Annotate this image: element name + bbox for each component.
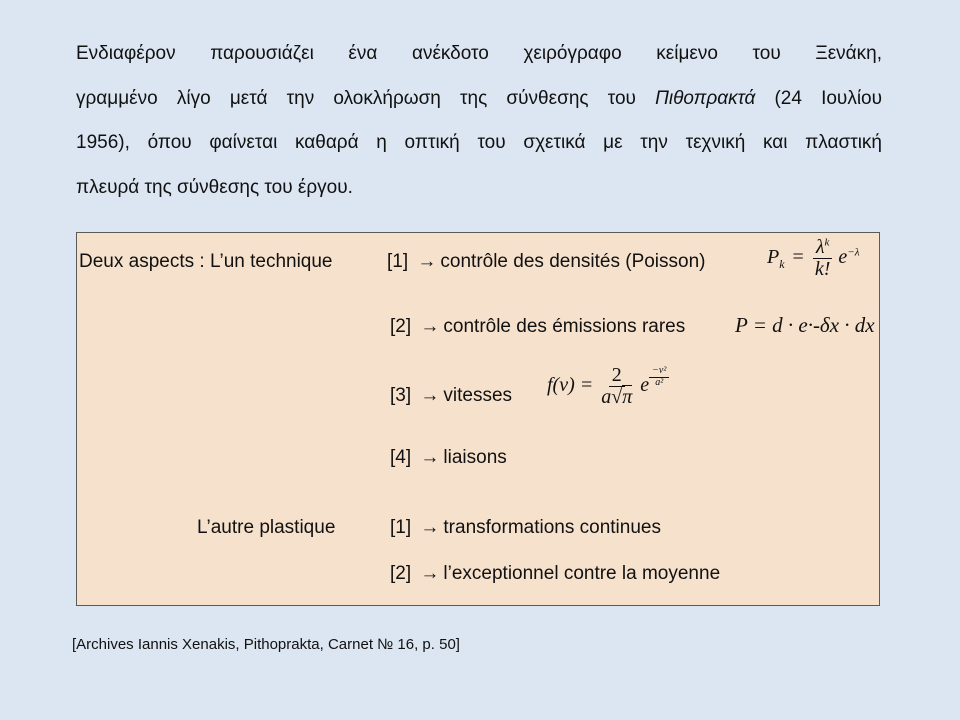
item-number: [4] — [390, 447, 412, 468]
item-number: [1] — [387, 251, 409, 272]
technique-item-3 — [390, 385, 512, 407]
intro-line-2 — [76, 77, 882, 122]
intro-line-1: Ενδιαφέρον παρουσιάζει ένα ανέκδοτο χειρόγραφο κείμενο του Ξενάκη, — [76, 43, 882, 64]
item-text: vitesses — [443, 385, 513, 406]
emission-formula: P = d · e·-δx · dx — [735, 313, 875, 337]
arrow-icon: → — [420, 385, 440, 406]
item-number: [2] — [390, 563, 412, 584]
heading-technique: Deux aspects : L’un technique — [79, 251, 333, 272]
item-number: [1] — [390, 517, 412, 538]
poisson-fraction: $\frac{\lambda^k}{k!}$ — [812, 237, 834, 280]
arrow-icon: → — [420, 563, 440, 584]
source-caption: [Archives Iannis Xenakis, Pithoprakta, Carnet № 16, p. 50] — [72, 636, 460, 653]
item-number: [2] — [390, 316, 412, 337]
item-text: contrôle des émissions rares — [443, 316, 686, 337]
plastique-item-1 — [390, 517, 661, 539]
arrow-icon: → — [417, 251, 437, 272]
intro-line-4: πλευρά της σύνθεσης του έργου. — [76, 176, 353, 198]
velocity-formula: f(v) = $\frac{2}{a√\pi}$ e $\frac{\text{−v²}}{\text{a²}}$ — [547, 365, 669, 408]
work-title: Πιθοπρακτά — [655, 87, 756, 109]
heading-plastique: L’autre plastique — [197, 517, 336, 538]
technique-item-2 — [390, 316, 685, 338]
technique-item-1 — [387, 251, 706, 273]
item-text: contrôle des densités (Poisson) — [440, 251, 706, 272]
item-text: transformations continues — [443, 517, 661, 538]
item-number: [3] — [390, 385, 412, 406]
intro-line-2-end: (24 Ιουλίου — [755, 87, 883, 109]
intro-line-3: 1956), όπου φαίνεται καθαρά η οπτική του σχετικά με την τεχνική και πλαστική — [76, 132, 882, 153]
intro-line-2-start: γραμμένο λίγο μετά την ολοκλήρωση της σύνθεσης του — [76, 87, 656, 109]
arrow-icon: → — [420, 447, 440, 468]
technique-item-4 — [390, 447, 507, 469]
exponent-fraction: $\frac{\text{−v²}}{\text{a²}}$ — [649, 366, 669, 388]
poisson-formula: $P_k$ = $\frac{\lambda^k}{k!}$ $e^{-\lambda}$ — [767, 236, 860, 280]
velocity-fraction: $\frac{2}{a√\pi}$ — [601, 364, 633, 408]
quotation-box — [76, 232, 880, 606]
arrow-icon: → — [420, 316, 440, 337]
item-text: liaisons — [443, 447, 507, 468]
plastique-item-2 — [390, 563, 720, 585]
arrow-icon: → — [420, 517, 440, 538]
intro-paragraph — [76, 32, 882, 210]
item-text: l’exceptionnel contre la moyenne — [443, 563, 721, 584]
